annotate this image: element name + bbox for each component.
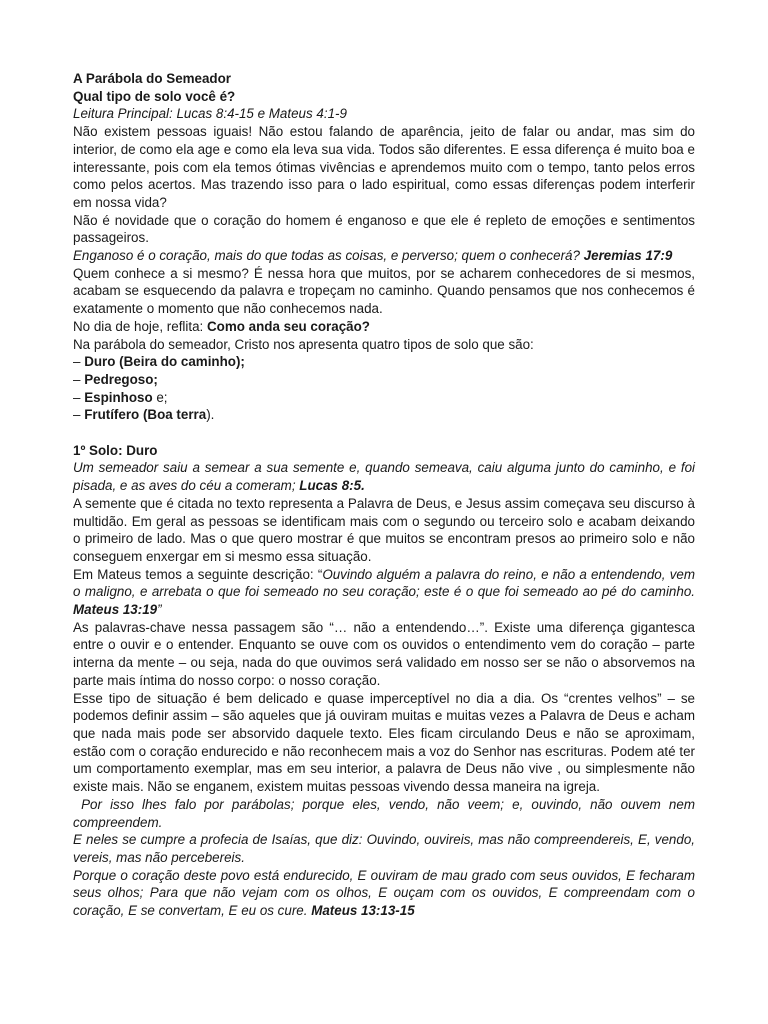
intro-paragraph-3: Quem conhece a si mesmo? É nessa hora que muitos, por se acharem conhecedores de si mesmos, acabam se esquecendo da palavra e tropeçam no caminho. Quando pensamos que nos conhecemos é exatamente o momento que não conhecemos nada. bbox=[73, 265, 695, 317]
intro-paragraph-1: Não existem pessoas iguais! Não estou falando de aparência, jeito de falar ou andar, mas sim do interior, de como ela age e como ela leva sua vida. Todos são diferentes. E essa diferença é muito boa e interessante, pois com ela temos ótimas vivências e aprendemos muito com o tempo, tanto pelos erros como pelos acertos. Mas trazendo isso para o lado espiritual, como essas diferenças podem interferir em nossa vida? bbox=[73, 124, 695, 210]
list-item bbox=[73, 389, 695, 407]
reflect-question: Como anda seu coração? bbox=[207, 318, 370, 334]
intro-paragraph-2: Não é novidade que o coração do homem é enganoso e que ele é repleto de emoções e sentimentos passageiros. bbox=[73, 212, 695, 246]
document-title: A Parábola do Semeador bbox=[73, 71, 232, 86]
quote-text: Enganoso é o coração, mais do que todas as coisas, e perverso; quem o conhecerá? bbox=[73, 248, 580, 264]
soil-name: Espinhoso bbox=[84, 389, 153, 405]
mateus-close: ” bbox=[157, 602, 162, 618]
mateus-reference: Mateus 13:19 bbox=[73, 602, 158, 618]
list-dash: – bbox=[73, 354, 81, 370]
reflect-prefix: No dia de hoje, reflita: bbox=[73, 318, 204, 334]
section-1-title: 1º Solo: Duro bbox=[73, 442, 158, 458]
reflect-line bbox=[73, 318, 695, 336]
quote-reference: Lucas 8:5. bbox=[299, 478, 365, 494]
quote-text: Porque o coração deste povo está endurecido, E ouviram de mau grado com seus ouvidos, E fecharam seus olhos; Para que não vejam com os olhos, E ouçam com os ouvidos, E compreendam com o coração, E se convertam, E eu os cure. bbox=[73, 867, 695, 919]
mateus-description bbox=[73, 566, 695, 619]
section-1-paragraph-3: Esse tipo de situação é bem delicado e quase imperceptível no dia a dia. Os “crentes velhos” – se podemos definir assim – são aqueles que já ouviram muitas e muitas vezes a Palavra de Deus e acham que nada mais pode ser absorvido daquele texto. Eles ficam circulando Deus e não se aproximam, estão com o coração endurecido e não reconhecem mais a voz do Senhor nas escrituras. Podem até ter um comportamento exemplar, mas em seu interior, a palavra de Deus não vive , ou simplesmente não existe mais. Não se enganem, existem muitas pessoas vivendo dessa maneira na igreja. bbox=[73, 690, 695, 795]
list-dash: – bbox=[73, 389, 81, 405]
list-dash: – bbox=[73, 407, 81, 423]
main-reading: Leitura Principal: Lucas 8:4-15 e Mateus 4:1-9 bbox=[73, 106, 347, 122]
mateus-quote: Ouvindo alguém a palavra do reino, e não a entendendo, vem o maligno, e arrebata o que foi semeado no seu coração; este é o que foi semeado ao pé do caminho. bbox=[73, 566, 695, 600]
soil-list bbox=[73, 353, 695, 424]
list-item bbox=[73, 353, 695, 371]
soil-name: Duro (Beira do caminho); bbox=[84, 354, 245, 370]
list-item bbox=[73, 371, 695, 389]
paragraph-gap bbox=[73, 424, 695, 442]
soil-name: Pedregoso; bbox=[84, 371, 158, 387]
soil-rest: ). bbox=[206, 407, 215, 423]
quote-text: Um semeador saiu a semear a sua semente e, quando semeava, caiu alguma junto do caminho, e foi pisada, e as aves do céu a comeram; bbox=[73, 460, 695, 494]
parable-quote-3 bbox=[73, 867, 695, 920]
soil-types-intro: Na parábola do semeador, Cristo nos apresenta quatro tipos de solo que são: bbox=[73, 336, 534, 352]
quote-reference: Jeremias 17:9 bbox=[583, 248, 673, 264]
mateus-prefix: Em Mateus temos a seguinte descrição: “ bbox=[73, 566, 323, 582]
document-subtitle: Qual tipo de solo você é? bbox=[73, 88, 236, 104]
list-item bbox=[73, 406, 695, 424]
soil-name: Frutífero (Boa terra bbox=[84, 407, 207, 423]
lucas-quote bbox=[73, 459, 695, 494]
section-1-paragraph-1: A semente que é citada no texto representa a Palavra de Deus, e Jesus assim começava seu discurso à multidão. Em geral as pessoas se identificam mais com o segundo ou terceiro solo e acabam deixando o primeiro de lado. Mas o que quero mostrar é que muitos se encontram presos ao primeiro solo e não conseguem enxergar em si mesmo essa situação. bbox=[73, 495, 695, 564]
document-page bbox=[73, 70, 699, 920]
soil-rest: e; bbox=[152, 389, 168, 405]
jeremias-quote bbox=[73, 247, 695, 265]
parable-quote-1: Por isso lhes falo por parábolas; porque eles, vendo, não veem; e, ouvindo, não ouvem nem compreendem. bbox=[73, 796, 699, 830]
list-dash: – bbox=[73, 371, 81, 387]
parable-quote-2: E neles se cumpre a profecia de Isaías, que diz: Ouvindo, ouvireis, mas não compreendereis, E, vendo, vereis, mas não percebereis. bbox=[73, 832, 695, 865]
quote-reference: Mateus 13:13-15 bbox=[311, 903, 415, 919]
section-1-paragraph-2: As palavras-chave nessa passagem são “… não a entendendo…”. Existe uma diferença gigantesca entre o ouvir e o entender. Enquanto se ouve com os ouvidos o entendimento vem do coração – parte interna da mente – ou seja, nada do que ouvimos será validado em nosso ser se não o absorvemos na parte mais íntima do nosso corpo: o nosso coração. bbox=[73, 619, 695, 688]
